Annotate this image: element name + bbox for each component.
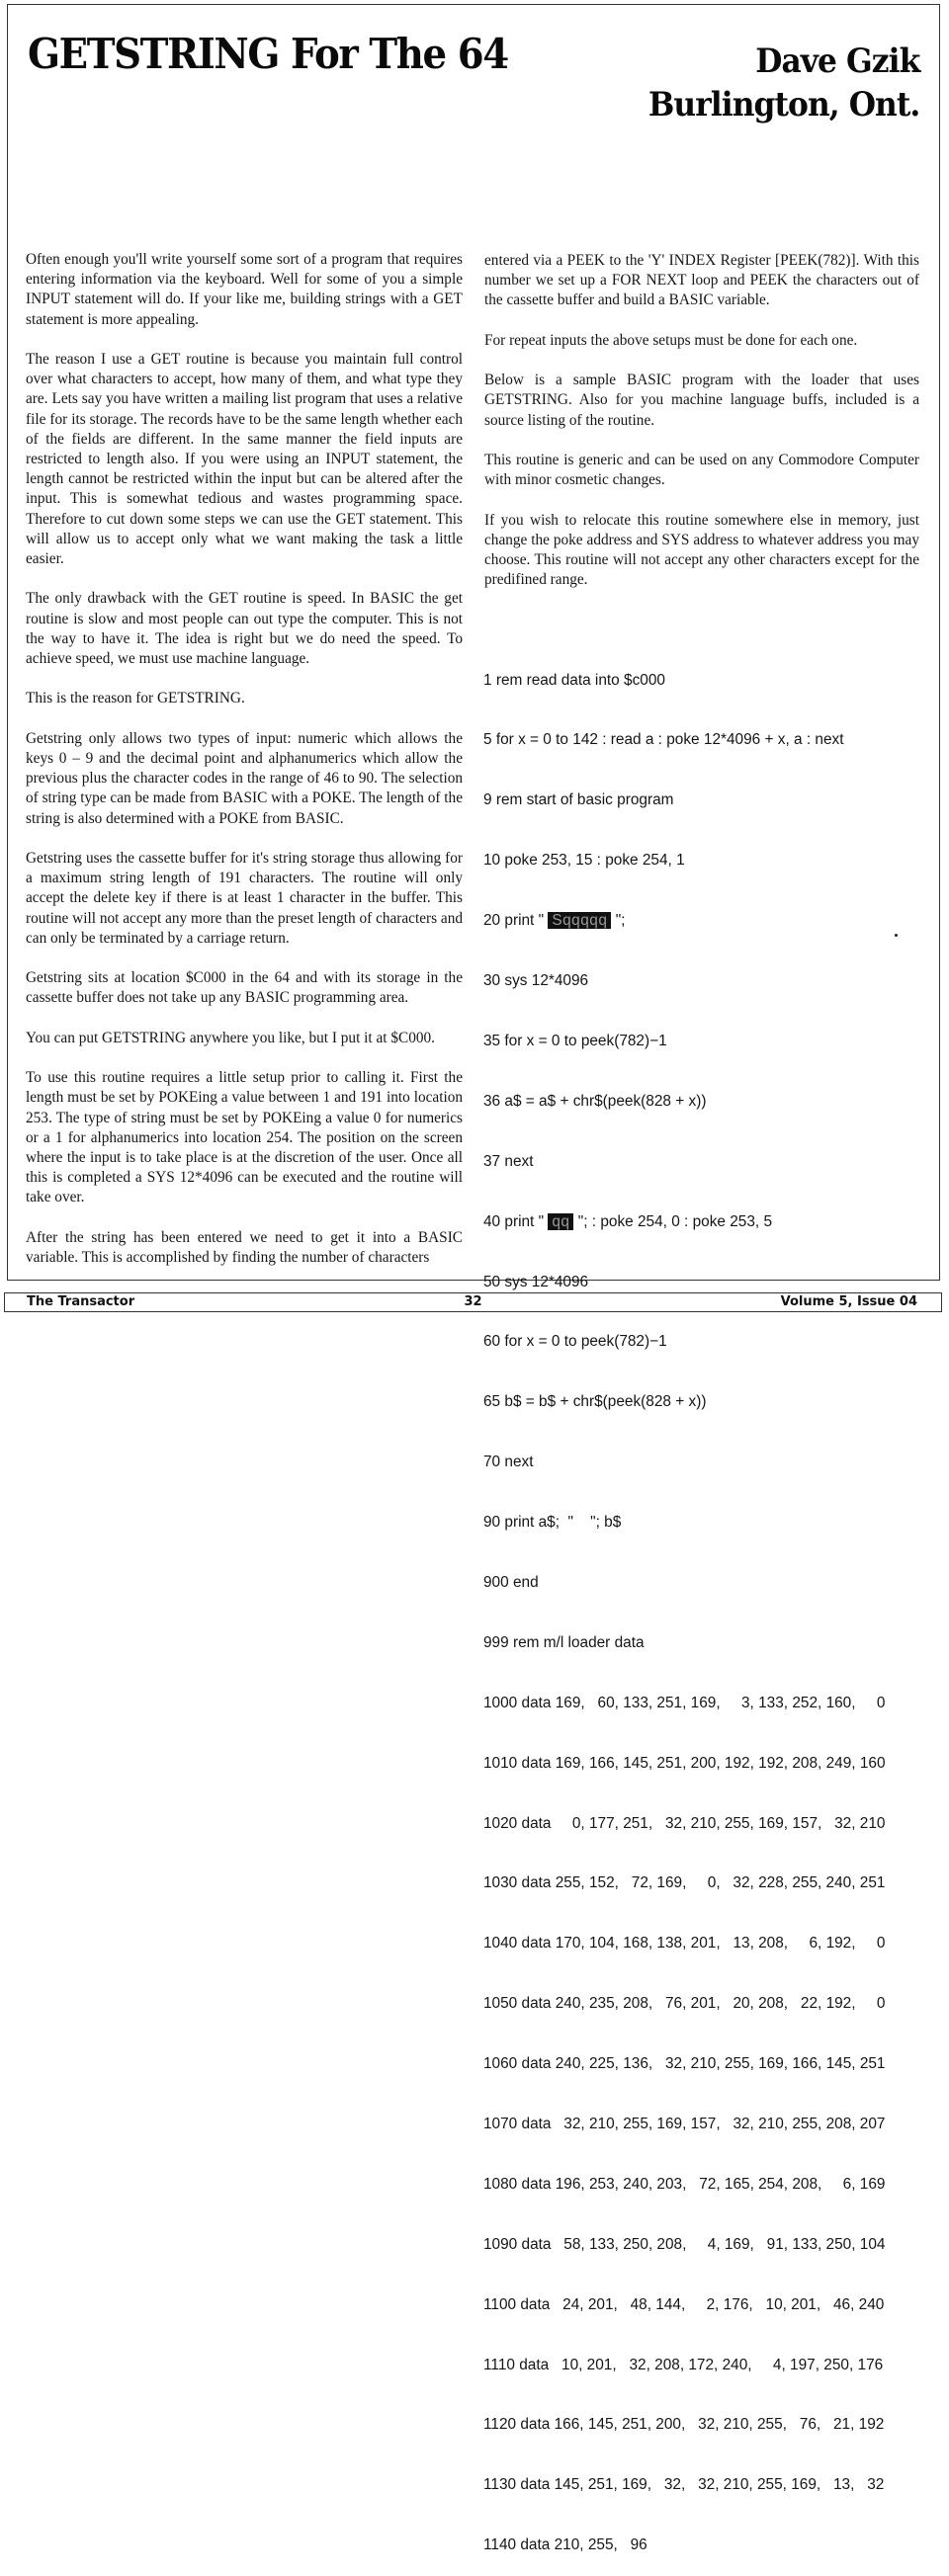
paragraph: The only drawback with the GET routine is speed. In BASIC the get routine is slow and most people can out type the computer. This is not the way to have it. The idea is right but we do need the speed. To achieve speed, we must use machine language. bbox=[26, 590, 463, 668]
left-column bbox=[26, 250, 463, 1288]
code-text: 20 print " bbox=[483, 912, 549, 930]
data-line: 1090 data 58, 133, 250, 208, 4, 169, 91, 133, 250, 104 bbox=[483, 2235, 886, 2253]
paragraph: For repeat inputs the above setups must be done for each one. bbox=[484, 331, 858, 349]
data-line: 1010 data 169, 166, 145, 251, 200, 192, 192, 208, 249, 160 bbox=[483, 1754, 886, 1772]
data-line: 1040 data 170, 104, 168, 138, 201, 13, 208, 6, 192, 0 bbox=[483, 1935, 886, 1953]
inverse-control-chars: qq bbox=[548, 1213, 573, 1230]
scan-speck bbox=[895, 934, 898, 937]
code-line bbox=[483, 911, 923, 931]
code-line: 60 for x = 0 to peek(782)−1 bbox=[483, 1333, 667, 1351]
code-line: 36 a$ = a$ + chr$(peek(828 + x)) bbox=[483, 1092, 707, 1110]
code-line: 10 poke 253, 15 : poke 254, 1 bbox=[483, 852, 685, 870]
data-line: 1080 data 196, 253, 240, 203, 72, 165, 254, 208, 6, 169 bbox=[483, 2175, 886, 2193]
code-line: 999 rem m/l loader data bbox=[483, 1633, 645, 1651]
code-line: 5 for x = 0 to 142 : read a : poke 12*4096 + x, a : next bbox=[483, 731, 844, 749]
issue-label: Volume 5, Issue 04 bbox=[780, 1294, 917, 1309]
data-line: 1140 data 210, 255, 96 bbox=[483, 2536, 647, 2554]
right-column bbox=[484, 251, 919, 611]
code-text: "; bbox=[611, 912, 626, 930]
data-line: 1030 data 255, 152, 72, 169, 0, 32, 228, 255, 240, 251 bbox=[483, 1874, 886, 1892]
code-line: 9 rem start of basic program bbox=[483, 791, 674, 809]
data-line: 1050 data 240, 235, 208, 76, 201, 20, 208, 22, 192, 0 bbox=[483, 1995, 886, 2013]
article-title: GETSTRING For The 64 bbox=[28, 30, 508, 78]
page-number: 32 bbox=[464, 1294, 482, 1309]
basic-program-listing bbox=[483, 630, 923, 2576]
paragraph: To use this routine requires a little setup prior to calling it. First the length must be set by POKEing a value between 1 and 191 into location 253. The type of string must be set by POKEing a value 0 for numerics or a 1 for alphanumerics into location 254. The position on the screen where the input is to take place is at the discretion of the user. Once all this is completed a SYS 12*4096 can be executed and the routine will take over. bbox=[26, 1069, 463, 1206]
code-line bbox=[483, 1212, 923, 1232]
code-text: "; : poke 254, 0 : poke 253, 5 bbox=[573, 1212, 773, 1230]
data-line: 1120 data 166, 145, 251, 200, 32, 210, 255, 76, 21, 192 bbox=[483, 2416, 885, 2434]
data-line: 1130 data 145, 251, 169, 32, 32, 210, 255, 169, 13, 32 bbox=[483, 2476, 885, 2494]
paragraph: entered via a PEEK to the 'Y' INDEX Register [PEEK(782)]. With this number we set up a FOR NEXT loop and PEEK the characters out of the cassette buffer and build a BASIC variable. bbox=[484, 252, 919, 309]
paragraph: Getstring only allows two types of input: numeric which allows the keys 0 – 9 and the decimal point and alphanumerics which allow the previous plus the character codes in the range of 46 to 90. The selection of string type can be made from BASIC with a POKE. The length of the string is also determined with a POKE from BASIC. bbox=[26, 729, 463, 827]
data-line: 1100 data 24, 201, 48, 144, 2, 176, 10, 201, 46, 240 bbox=[483, 2295, 885, 2313]
paragraph: If you wish to relocate this routine somewhere else in memory, just change the poke address and SYS address to whatever address you may choose. This routine will not accept any other characters except for the predifined range. bbox=[484, 511, 919, 589]
code-line: 70 next bbox=[483, 1454, 534, 1471]
data-line: 1000 data 169, 60, 133, 251, 169, 3, 133, 252, 160, 0 bbox=[483, 1694, 886, 1711]
data-line: 1110 data 10, 201, 32, 208, 172, 240, 4, 197, 250, 176 bbox=[483, 2356, 884, 2373]
paragraph: You can put GETSTRING anywhere you like, but I put it at $C000. bbox=[26, 1029, 435, 1046]
author-name: Dave Gzik bbox=[754, 42, 919, 81]
code-line: 30 sys 12*4096 bbox=[483, 972, 589, 990]
paragraph: Below is a sample BASIC program with the loader that uses GETSTRING. Also for you machine language buffs, included is a source listing of the routine. bbox=[484, 372, 919, 429]
code-line: 900 end bbox=[483, 1573, 539, 1591]
data-line: 1070 data 32, 210, 255, 169, 157, 32, 210, 255, 208, 207 bbox=[483, 2115, 886, 2132]
paragraph: Getstring sits at location $C000 in the 64 and with its storage in the cassette buffer does not take up any BASIC programming area. bbox=[26, 969, 463, 1007]
code-line: 1 rem read data into $c000 bbox=[483, 671, 665, 689]
code-text: 40 print " bbox=[483, 1212, 549, 1230]
author-location: Burlington, Ont. bbox=[647, 85, 919, 125]
paragraph: This routine is generic and can be used on any Commodore Computer with minor cosmetic changes. bbox=[484, 451, 919, 489]
code-line: 37 next bbox=[483, 1152, 534, 1170]
data-line: 1060 data 240, 225, 136, 32, 210, 255, 169, 166, 145, 251 bbox=[483, 2055, 886, 2073]
inverse-control-chars: Sqqqqq bbox=[548, 912, 611, 929]
byline bbox=[648, 40, 919, 126]
code-line: 50 sys 12*4096 bbox=[483, 1273, 589, 1290]
publication-name: The Transactor bbox=[27, 1294, 135, 1309]
paragraph: Often enough you'll write yourself some sort of a program that requires entering information via the keyboard. Well for some of you a simple INPUT statement will do. If your like me, building strings with a GET statement is more appealing. bbox=[26, 251, 463, 328]
code-line: 35 for x = 0 to peek(782)−1 bbox=[483, 1032, 667, 1049]
paragraph: Getstring uses the cassette buffer for it's string storage thus allowing for a maximum string length of 191 characters. The routine will only accept the delete key if there is at least 1 character in the buffer. This routine will not accept any more than the preset length of characters and can only be terminated by a carriage return. bbox=[26, 850, 463, 947]
code-line: 90 print a$; " "; b$ bbox=[483, 1514, 622, 1532]
paragraph: After the string has been entered we need to get it into a BASIC variable. This is accomplished by finding the number of characters bbox=[26, 1228, 463, 1267]
paragraph: This is the reason for GETSTRING. bbox=[26, 690, 245, 707]
code-line: 65 b$ = b$ + chr$(peek(828 + x)) bbox=[483, 1393, 707, 1411]
paragraph: The reason I use a GET routine is because you maintain full control over what characters to accept, how many of them, and what type they are. Lets say you have written a mailing list program that uses a relative file for its storage. The records have to be the same length whether each of the fields are different. In the same manner the field inputs are restricted to length also. If you were using an INPUT statement, the length cannot be restricted within the input but can be altered after the input. This is somewhat tedious and wastes programming space. Therefore to cut down some steps we can use the GET statement. This will allow us to accept only what we want making the task a little easier. bbox=[26, 351, 463, 568]
data-line: 1020 data 0, 177, 251, 32, 210, 255, 169, 157, 32, 210 bbox=[483, 1814, 886, 1832]
page-footer bbox=[4, 1292, 942, 1312]
